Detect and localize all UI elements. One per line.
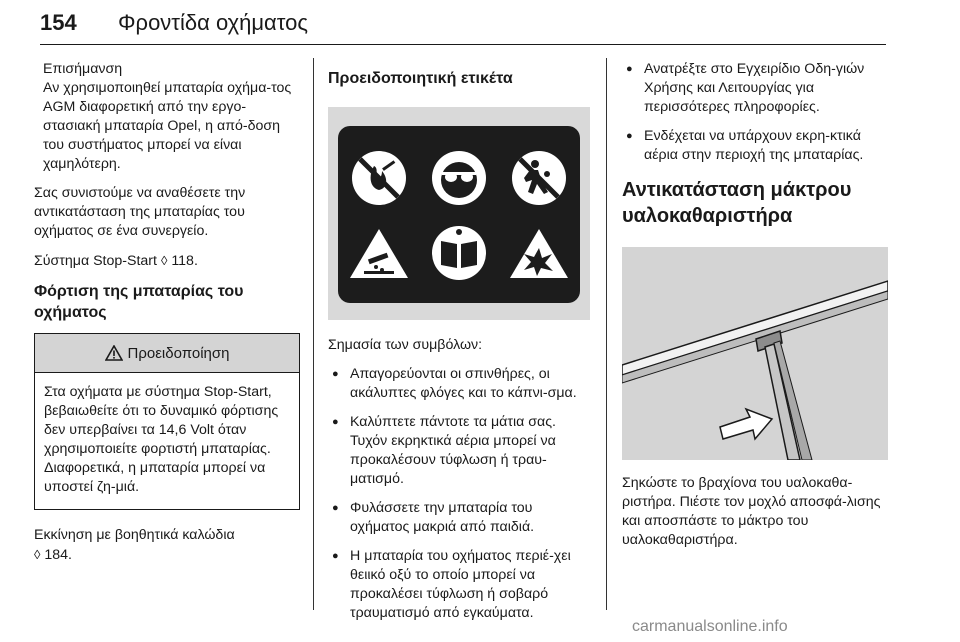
note-title: Επισήμανση [43,61,123,77]
heading-battery-charging: Φόρτιση της μπαταρίας του οχήματος [34,283,244,321]
watermark: carmanualsonline.info [632,618,788,635]
list-item: ● Καλύπτετε πάντοτε τα μάτια σας. Τυχόν εκρηκτικά αέρια μπορεί να προκαλέσουν τύφλωση ή τραυ-ματισμό. [328,413,590,489]
warning-label-symbols [338,126,580,303]
stop-start-reference [34,251,300,271]
read-manual-icon [432,226,486,280]
column-left [34,60,300,575]
wiper-blade-figure [622,247,888,460]
page-reference-icon: ◊ [160,253,168,268]
warning-box [34,333,300,510]
warning-title: Προειδοποίηση [127,344,230,362]
heading-wiper-blade-replacement: Αντικατάσταση μάκτρου υαλοκαθαριστήρα [622,179,852,227]
reference-text: Σύστημα Stop-Start [34,253,157,269]
symbols-list [328,365,590,623]
no-flames-icon [352,151,406,205]
warning-body [35,373,299,509]
page-reference-icon: ◊ [34,547,41,562]
reference-text: Εκκίνηση με βοηθητικά καλώδια [34,527,235,543]
heading-warning-label: Προειδοποιητική ετικέτα [328,70,513,87]
column-divider [606,58,607,610]
warning-label [338,126,580,303]
reference-page[interactable]: 118. [171,253,198,269]
keep-away-children-icon [512,151,566,205]
symbols-list-continued [622,60,888,165]
warning-label-figure [328,107,590,320]
warning-text: Στα οχήματα με σύστημα Stop-Start, βεβαιωθείτε ότι το δυναμικό φόρτισης δεν υπερβαίνει τα 14,6 Volt όταν χρησιμοποιείτε φορτιστή μπαταρίας. Διαφορετικά, η μπαταρία μπορεί να υποστεί ζη-μιά. [44,384,279,495]
warning-triangle-icon [105,345,123,361]
jump-start-reference [34,526,300,565]
list-item: ● Φυλάσσετε την μπαταρία του οχήματος μακριά από παιδιά. [328,499,590,537]
list-item: ● Η μπαταρία του οχήματος περιέ-χει θειικό οξύ το οποίο μπορεί να προκαλέσει τύφλωση ή σοβαρό τραυματισμό από εγκαύματα. [328,547,590,623]
note-block [34,60,300,174]
page-header [40,6,886,45]
column-middle [328,60,590,633]
warning-header [35,334,299,373]
column-right [622,60,888,560]
section-title: Φροντίδα οχήματος [118,10,308,35]
symbols-intro: Σημασία των συμβόλων: [328,337,483,353]
list-item: ● Απαγορεύονται οι σπινθήρες, οι ακάλυπτες φλόγες και το κάπνι-σμα. [328,365,590,403]
column-divider [313,58,314,610]
explosion-hazard-icon [510,229,568,278]
reference-page[interactable]: 184. [44,547,73,563]
acid-hazard-icon [350,229,408,278]
list-item: ● Ενδέχεται να υπάρχουν εκρη-κτικά αέρια στην περιοχή της μπαταρίας. [622,127,888,165]
wiper-instructions: Σηκώστε το βραχίονα του υαλοκαθα-ριστήρα. Πιέστε τον μοχλό αποσφά-λισης και αποσπάστε το μάκτρο του υαλοκαθαριστήρα. [622,475,881,548]
wiper-blade-illustration [622,247,888,460]
paragraph: Σας συνιστούμε να αναθέσετε την αντικατάσταση της μπαταρίας του οχήματος σε ένα συνεργείο. [34,185,246,239]
eye-protection-icon [432,151,486,205]
page-number: 154 [40,10,77,35]
list-item: ● Ανατρέξτε στο Εγχειρίδιο Οδη-γιών Χρήσης και Λειτουργίας για περισσότερες πληροφορίες. [622,60,888,117]
note-text: Αν χρησιμοποιηθεί μπαταρία οχήμα-τος AGM διαφορετική από την εργο-στασιακή μπαταρία Opel, η από-δοση του συστήματος μπορεί να είναι χαμηλότερη. [43,80,292,172]
